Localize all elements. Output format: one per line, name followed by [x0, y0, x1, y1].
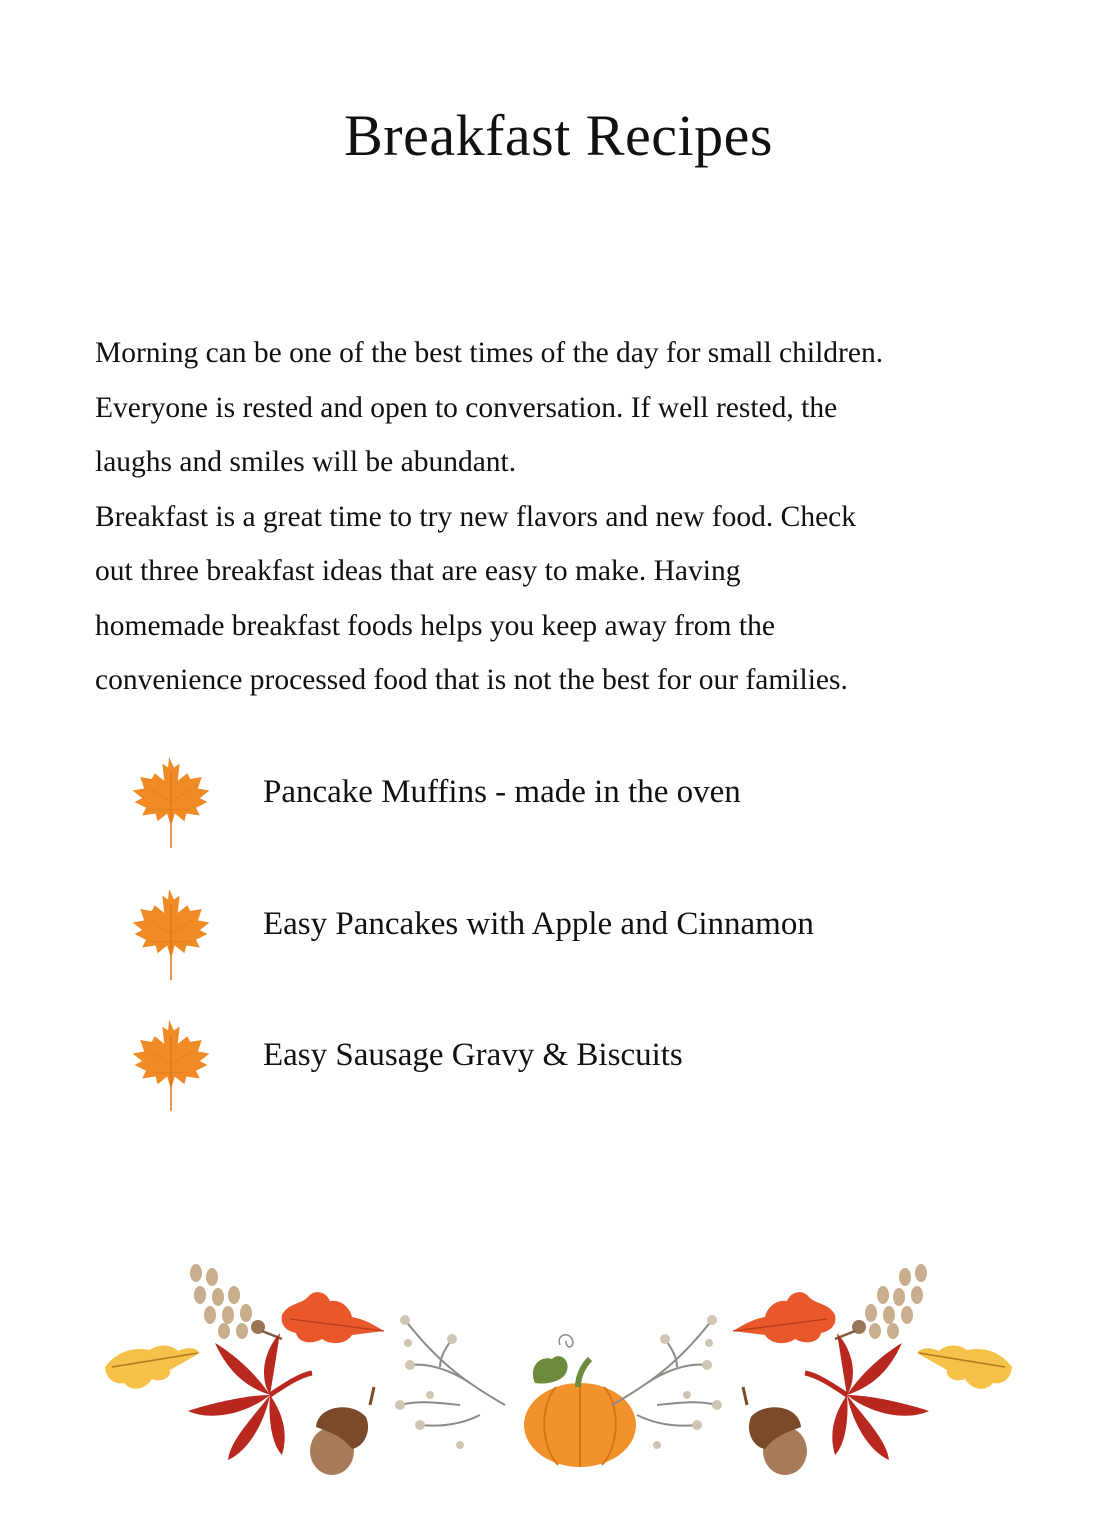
garland-right [612, 1264, 1012, 1475]
yellow-oak-leaf-icon [105, 1346, 200, 1389]
intro-line: Everyone is rested and open to conversation. If well rested, the [95, 391, 838, 424]
pine-cone-icon [835, 1264, 927, 1339]
acorn-icon [310, 1387, 374, 1475]
recipe-item [123, 1015, 1023, 1115]
acorn-icon [743, 1387, 807, 1475]
maple-leaf-icon [123, 1015, 219, 1115]
yellow-oak-leaf-icon [917, 1346, 1012, 1389]
intro-line: laughs and smiles will be abundant. [95, 446, 517, 478]
red-chestnut-leaf-icon [188, 1333, 312, 1460]
intro-line: homemade breakfast foods helps you keep away from the [95, 609, 775, 642]
recipe-item [123, 752, 1023, 852]
garland-left [105, 1264, 505, 1475]
maple-leaf-icon [123, 884, 219, 984]
intro-line: out three breakfast ideas that are easy to make. Having [95, 555, 741, 587]
intro-line: Morning can be one of the best times of the day for small children. [95, 337, 884, 369]
recipe-label: Easy Sausage Gravy & Biscuits [263, 1037, 683, 1073]
intro-line: convenience processed food that is not the best for our families. [95, 664, 848, 696]
orange-oak-leaf-icon [282, 1292, 384, 1343]
intro-paragraph [95, 326, 1085, 708]
red-chestnut-leaf-icon [805, 1333, 929, 1460]
recipe-label: Easy Pancakes with Apple and Cinnamon [263, 906, 814, 942]
recipe-item [123, 884, 1023, 984]
maple-leaf-icon [123, 752, 219, 852]
autumn-garland-decoration [0, 1255, 1117, 1485]
intro-line: Breakfast is a great time to try new flavors and new food. Check [95, 500, 857, 533]
orange-oak-leaf-icon [733, 1292, 835, 1343]
berry-branch-icon [395, 1315, 505, 1449]
recipe-label: Pancake Muffins - made in the oven [263, 774, 741, 810]
page-title: Breakfast Recipes [344, 103, 773, 168]
pine-cone-icon [190, 1264, 282, 1339]
